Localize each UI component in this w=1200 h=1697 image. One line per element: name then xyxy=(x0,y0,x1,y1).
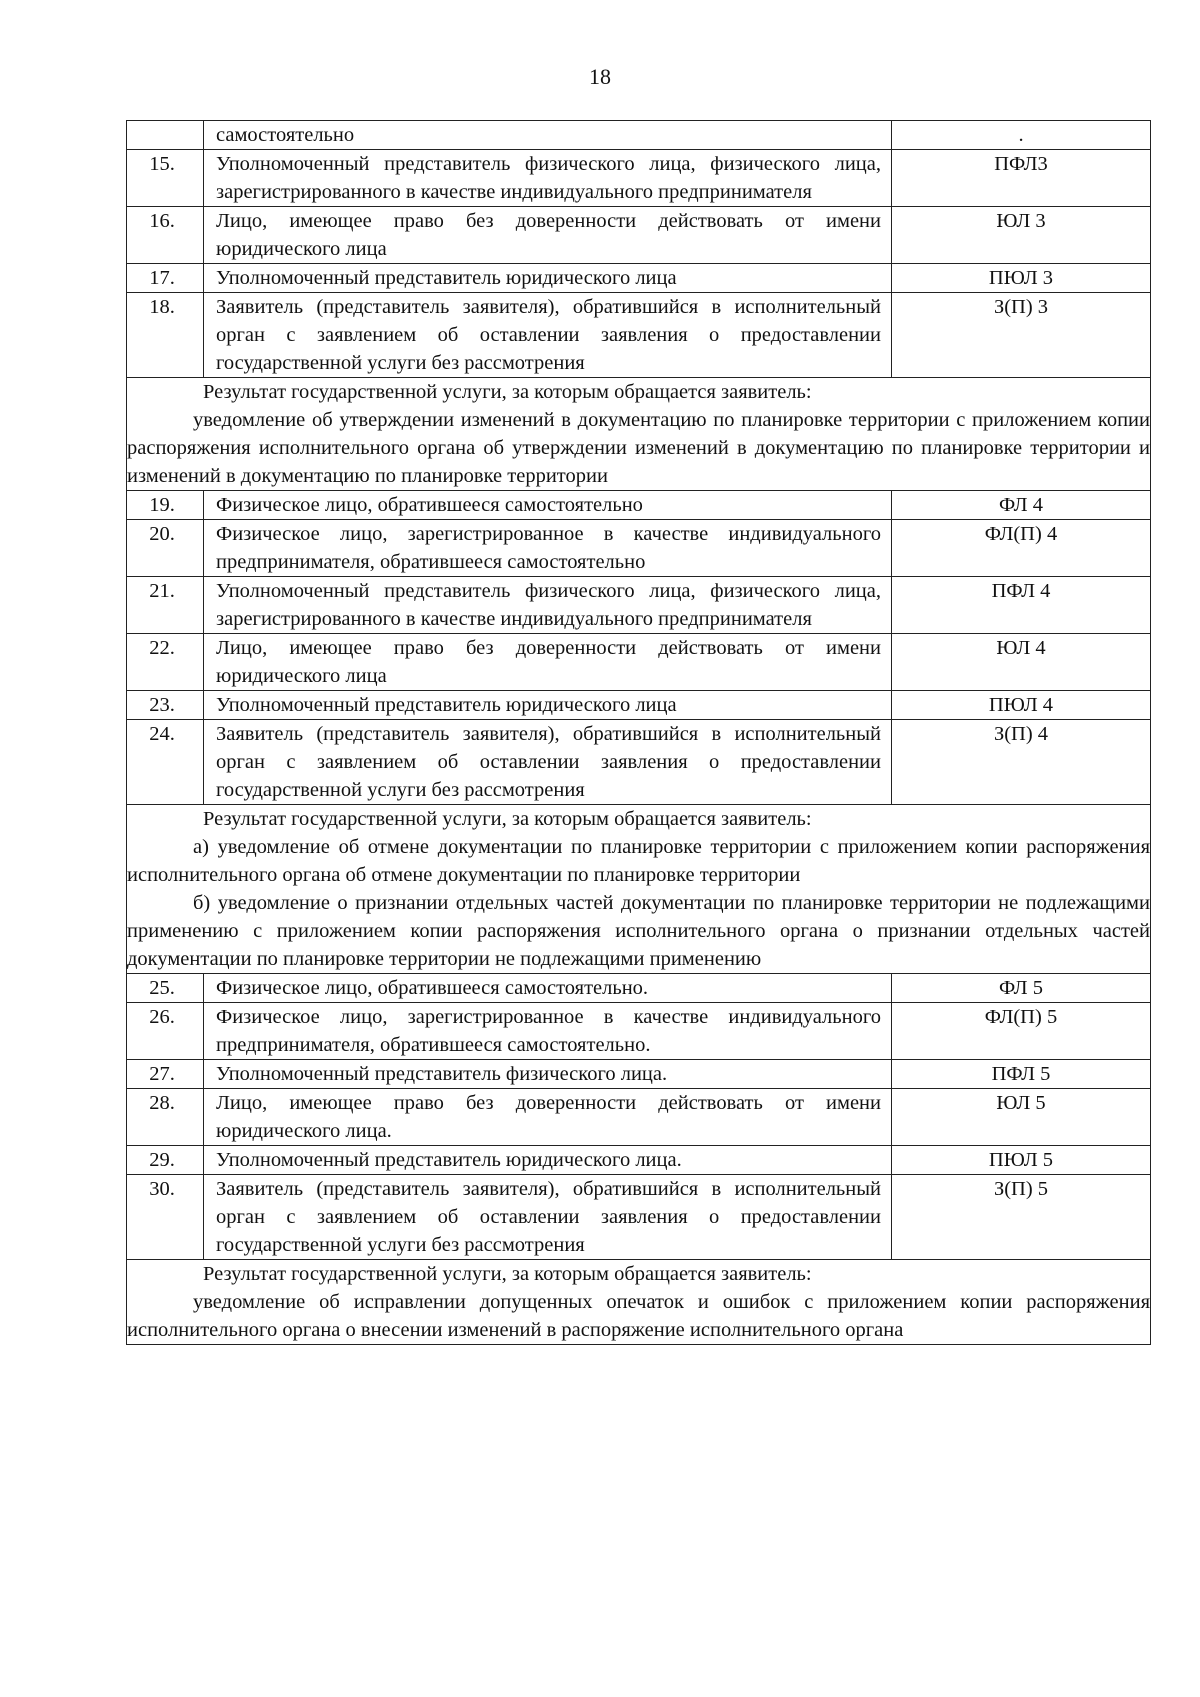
table-row xyxy=(127,1175,1151,1260)
table-row xyxy=(127,1089,1151,1146)
cell-code: ФЛ(П) 5 xyxy=(892,1003,1151,1060)
table-row xyxy=(127,720,1151,805)
cell-desc: Уполномоченный представитель физического лица, физического лица, зарегистрированного в качестве индивидуального предпринимателя xyxy=(204,150,892,207)
cell-code: З(П) 3 xyxy=(892,293,1151,378)
cell-num: 22. xyxy=(127,634,204,691)
cell-desc: Физическое лицо, зарегистрированное в качестве индивидуального предпринимателя, обратившееся самостоятельно xyxy=(204,520,892,577)
cell-desc: Физическое лицо, обратившееся самостоятельно. xyxy=(204,974,892,1003)
result-heading: Результат государственной услуги, за которым обращается заявитель: xyxy=(203,1263,812,1285)
table-row xyxy=(127,150,1151,207)
result-row xyxy=(127,805,1151,974)
cell-code: ЮЛ 3 xyxy=(892,207,1151,264)
cell-desc: Уполномоченный представитель юридического лица xyxy=(204,691,892,720)
cell-code: ФЛ 5 xyxy=(892,974,1151,1003)
result-paragraph: уведомление об исправлении допущенных опечаток и ошибок с приложением копии распоряжения исполнительного органа о внесении изменений в распоряжение исполнительного органа xyxy=(127,1291,1150,1341)
result-paragraph: б) уведомление о признании отдельных частей документации по планировке территории не подлежащими применению с приложением копии распоряжения исполнительного органа о признании отдельных частей документации по планировке территории не подлежащими применению xyxy=(127,892,1150,970)
table-row xyxy=(127,634,1151,691)
cell-num: 20. xyxy=(127,520,204,577)
cell-code: ПЮЛ 5 xyxy=(892,1146,1151,1175)
cell-code: ФЛ(П) 4 xyxy=(892,520,1151,577)
table-row xyxy=(127,491,1151,520)
table-row xyxy=(127,207,1151,264)
cell-num: 25. xyxy=(127,974,204,1003)
cell-code: . xyxy=(892,121,1151,150)
table-row xyxy=(127,264,1151,293)
result-heading: Результат государственной услуги, за которым обращается заявитель: xyxy=(203,808,812,830)
cell-num: 15. xyxy=(127,150,204,207)
result-paragraph: а) уведомление об отмене документации по планировке территории с приложением копии распоряжения исполнительного органа об отмене документации по планировке территории xyxy=(127,836,1150,886)
cell-code: З(П) 5 xyxy=(892,1175,1151,1260)
table-row xyxy=(127,691,1151,720)
cell-desc: Заявитель (представитель заявителя), обратившийся в исполнительный орган с заявлением об оставлении заявления о предоставлении государственной услуги без рассмотрения xyxy=(204,720,892,805)
cell-desc: Лицо, имеющее право без доверенности действовать от имени юридического лица xyxy=(204,207,892,264)
cell-code: ПФЛ3 xyxy=(892,150,1151,207)
cell-code: ЮЛ 5 xyxy=(892,1089,1151,1146)
cell-desc: Лицо, имеющее право без доверенности действовать от имени юридического лица xyxy=(204,634,892,691)
cell-desc: Заявитель (представитель заявителя), обратившийся в исполнительный орган с заявлением об оставлении заявления о предоставлении государственной услуги без рассмотрения xyxy=(204,1175,892,1260)
cell-code: ЮЛ 4 xyxy=(892,634,1151,691)
cell-num: 21. xyxy=(127,577,204,634)
cell-num: 16. xyxy=(127,207,204,264)
result-cell xyxy=(127,805,1151,974)
table-row xyxy=(127,520,1151,577)
cell-num: 28. xyxy=(127,1089,204,1146)
cell-num: 26. xyxy=(127,1003,204,1060)
result-row xyxy=(127,378,1151,491)
cell-code: ПЮЛ 4 xyxy=(892,691,1151,720)
cell-num xyxy=(127,121,204,150)
cell-num: 29. xyxy=(127,1146,204,1175)
cell-num: 27. xyxy=(127,1060,204,1089)
result-heading: Результат государственной услуги, за которым обращается заявитель: xyxy=(203,381,812,403)
cell-code: З(П) 4 xyxy=(892,720,1151,805)
cell-num: 24. xyxy=(127,720,204,805)
cell-desc: Уполномоченный представитель физического лица, физического лица, зарегистрированного в качестве индивидуального предпринимателя xyxy=(204,577,892,634)
table-row xyxy=(127,1146,1151,1175)
cell-desc: Физическое лицо, обратившееся самостоятельно xyxy=(204,491,892,520)
cell-code: ПЮЛ 3 xyxy=(892,264,1151,293)
cell-num: 17. xyxy=(127,264,204,293)
page-number: 18 xyxy=(589,64,611,89)
table-row xyxy=(127,121,1151,150)
table-row xyxy=(127,577,1151,634)
cell-desc: Физическое лицо, зарегистрированное в качестве индивидуального предпринимателя, обратившееся самостоятельно. xyxy=(204,1003,892,1060)
result-cell xyxy=(127,378,1151,491)
cell-desc: самостоятельно xyxy=(204,121,892,150)
table-row xyxy=(127,1003,1151,1060)
table-row xyxy=(127,1060,1151,1089)
cell-desc: Заявитель (представитель заявителя), обратившийся в исполнительный орган с заявлением об оставлении заявления о предоставлении государственной услуги без рассмотрения xyxy=(204,293,892,378)
applicant-table xyxy=(126,120,1151,1345)
cell-num: 23. xyxy=(127,691,204,720)
cell-code: ФЛ 4 xyxy=(892,491,1151,520)
cell-desc: Уполномоченный представитель юридического лица. xyxy=(204,1146,892,1175)
cell-num: 18. xyxy=(127,293,204,378)
table-row xyxy=(127,974,1151,1003)
cell-code: ПФЛ 5 xyxy=(892,1060,1151,1089)
result-row xyxy=(127,1260,1151,1345)
cell-num: 30. xyxy=(127,1175,204,1260)
cell-desc: Уполномоченный представитель физического лица. xyxy=(204,1060,892,1089)
result-cell xyxy=(127,1260,1151,1345)
cell-code: ПФЛ 4 xyxy=(892,577,1151,634)
result-paragraph: уведомление об утверждении изменений в документацию по планировке территории с приложением копии распоряжения исполнительного органа об утверждении изменений в документацию по планировке территории и изменений в документацию по планировке территории xyxy=(127,409,1150,487)
table-row xyxy=(127,293,1151,378)
cell-desc: Лицо, имеющее право без доверенности действовать от имени юридического лица. xyxy=(204,1089,892,1146)
cell-num: 19. xyxy=(127,491,204,520)
table-body xyxy=(127,121,1151,1345)
cell-desc: Уполномоченный представитель юридического лица xyxy=(204,264,892,293)
